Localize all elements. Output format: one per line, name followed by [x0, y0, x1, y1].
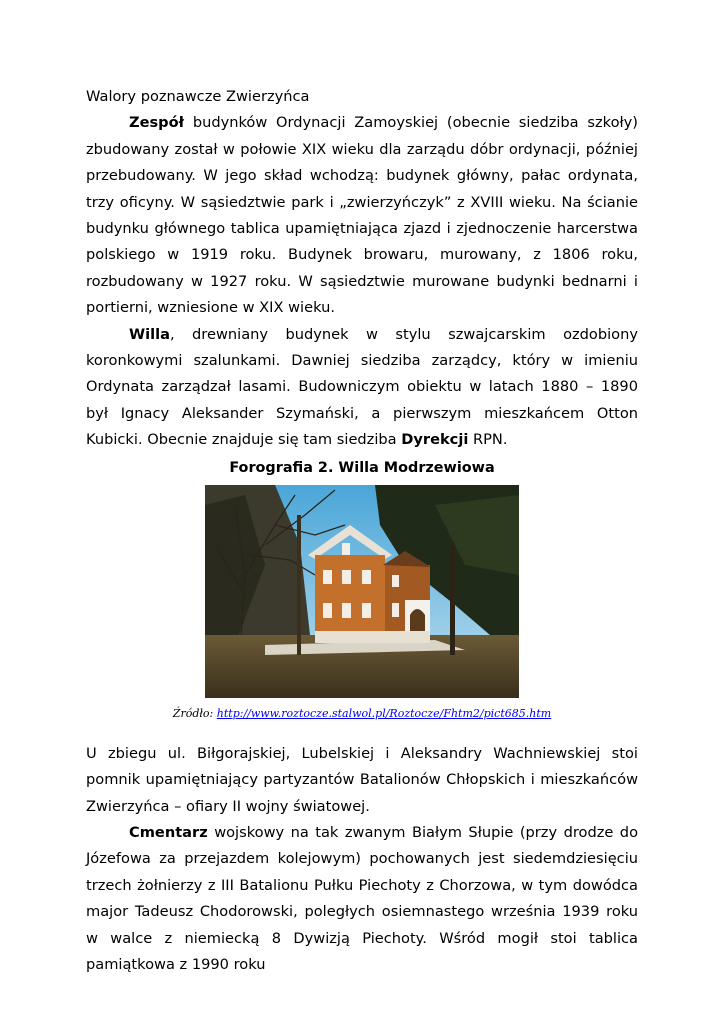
source-label: Źródło:	[172, 706, 217, 720]
term-dyrekcji: Dyrekcji	[401, 431, 469, 449]
paragraph-zespol	[86, 110, 638, 321]
figure-caption: Forografia 2. Willa Modrzewiowa	[229, 459, 495, 476]
paragraph-zespol-text: budynków Ordynacji Zamoyskiej (obecnie siedziba szkoły) zbudowany został w połowie XIX wieku dla zarządu dóbr ordynacji, później przebudowany. W jego skład wchodzą: budynek główny, pałac ordynata, trzy oficyny. W sąsiedztwie park i „zwierzyńczyk” z XVIII wieku. Na ścianie budynku głównego tablica upamiętniająca zjazd i zjednoczenie harcerstwa polskiego w 1919 roku. Budynek browaru, murowany, z 1806 roku, rozbudowany w 1927 roku. W sąsiedztwie murowane budynki bednarni i portierni, wzniesione w XIX wieku.	[86, 114, 638, 317]
paragraph-willa-end: RPN.	[468, 431, 508, 449]
paragraph-pomnik: U zbiegu ul. Biłgorajskiej, Lubelskiej i Aleksandry Wachniewskiej stoi pomnik upamiętniający partyzantów Batalionów Chłopskich i mieszkańców Zwierzyńca – ofiary II wojny światowej.	[86, 744, 638, 815]
document-page	[86, 84, 638, 978]
term-zespol: Zespół	[129, 114, 185, 132]
paragraph-cmentarz-text: wojskowy na tak zwanym Białym Słupie (przy drodze do Józefowa za przejazdem kolejowym) pochowanych jest siedemdziesięciu trzech żołnierzy z III Batalionu Pułku Piechoty z Chorzowa, w tym dowódca major Tadeusz Chodorowski, poległych osiemnastego września 1939 roku w walce z niemiecką 8 Dywizją Piechoty. Wśród mogił stoi tablica pamiątkowa z 1990 roku	[86, 823, 638, 973]
paragraph-willa	[86, 322, 638, 454]
villa-photo	[205, 485, 519, 698]
paragraph-willa-text: , drewniany budynek w stylu szwajcarskim ozdobiony koronkowymi szalunkami. Dawniej siedziba zarządcy, który w imieniu Ordynata zarządzał lasami. Budowniczym obiektu w latach 1880 – 1890 był Ignacy Aleksander Szymański, a pierwszym mieszkańcem Otton Kubicki. Obecnie znajduje się tam siedziba	[86, 325, 638, 449]
section-heading: Walory poznawcze Zwierzyńca	[86, 88, 310, 105]
paragraph-cmentarz	[86, 820, 638, 978]
term-willa: Willa	[129, 325, 170, 343]
term-cmentarz: Cmentarz	[129, 823, 208, 841]
photo-source	[86, 707, 638, 721]
source-link[interactable]: http://www.roztocze.stalwol.pl/Roztocze/Fhtm2/pict685.htm	[216, 706, 552, 720]
